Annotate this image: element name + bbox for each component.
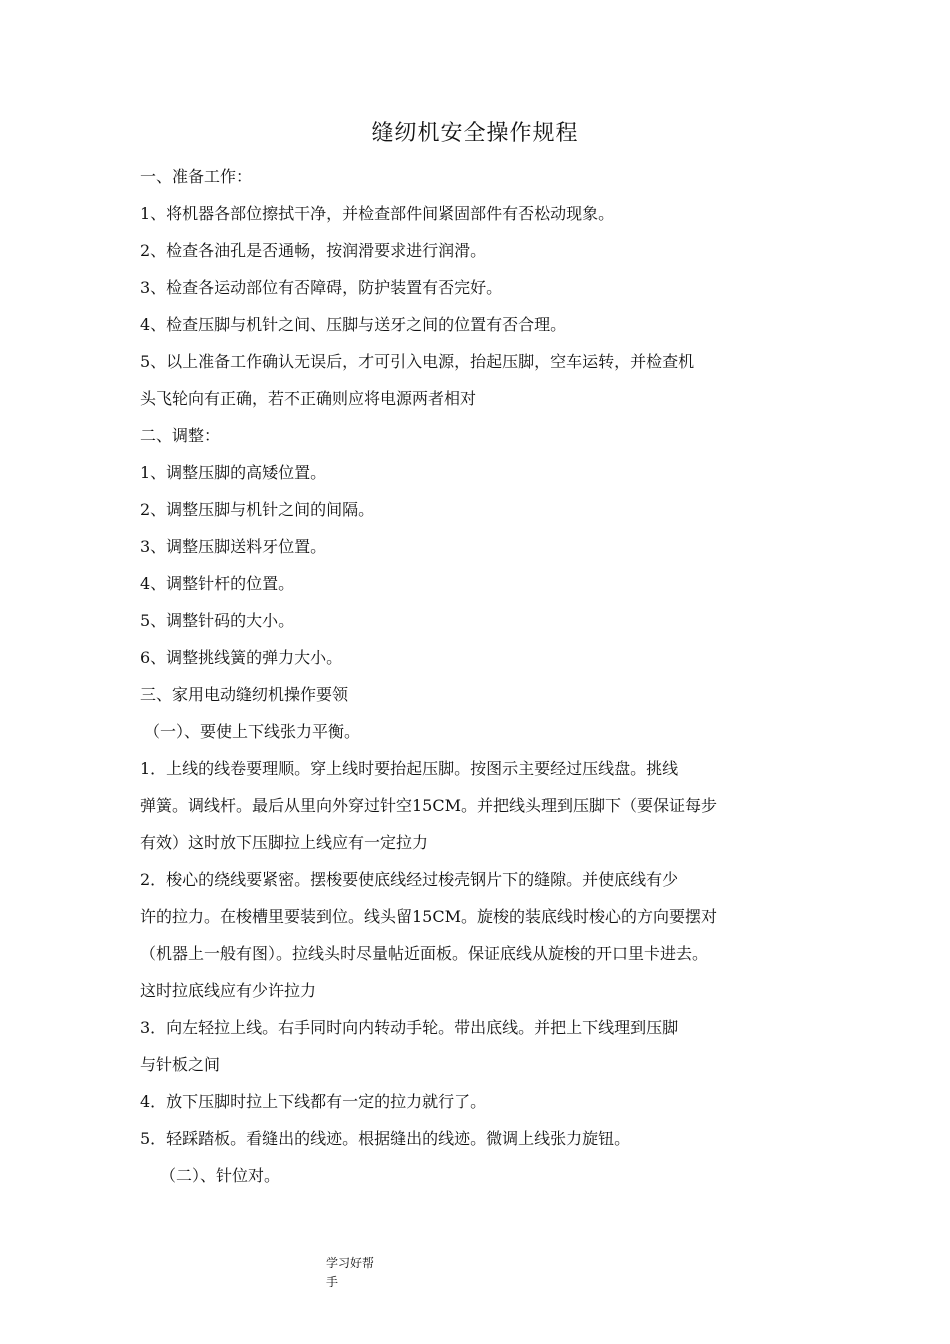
text-line: 1、调整压脚的高矮位置。 <box>140 463 327 482</box>
text-line: （机器上一般有图）。拉线头时尽量帖近面板。保证底线从旋梭的开口里卡进去。 <box>140 944 709 963</box>
text-line: 3．向左轻拉上线。右手同时向内转动手轮。带出底线。并把上下线理到压脚 <box>140 1018 679 1037</box>
page-footer <box>326 1254 386 1292</box>
text-line: 1、将机器各部位擦拭干净，并检查部件间紧固部件有否松动现象。 <box>140 204 615 223</box>
text-line: 弹簧。调线杆。最后从里向外穿过针空15CM。并把线头理到压脚下（要保证每步 <box>140 796 717 815</box>
page-title: 缝纫机安全操作规程 <box>371 121 579 146</box>
text-line: 2、检查各油孔是否通畅，按润滑要求进行润滑。 <box>140 241 487 260</box>
text-line: 头飞轮向有正确，若不正确则应将电源两者相对 <box>140 389 477 408</box>
text-line: 6、调整挑线簧的弹力大小。 <box>140 648 343 667</box>
text-line: 4、调整针杆的位置。 <box>140 574 295 593</box>
text-line: （一）、要使上下线张力平衡。 <box>144 722 361 741</box>
text-line: 5．轻踩踏板。看缝出的线迹。根据缝出的线迹。微调上线张力旋钮。 <box>140 1129 631 1148</box>
text-line: 这时拉底线应有少许拉力 <box>140 981 317 1000</box>
text-line: （二）、针位对。 <box>160 1166 281 1185</box>
text-line: 4．放下压脚时拉上下线都有一定的拉力就行了。 <box>140 1092 487 1111</box>
text-line: 与针板之间 <box>140 1055 221 1074</box>
text-line: 三、家用电动缝纫机操作要领 <box>140 685 349 704</box>
text-line: 有效）这时放下压脚拉上线应有一定拉力 <box>140 833 429 852</box>
text-line: 2．梭心的绕线要紧密。摆梭要使底线经过梭壳钢片下的缝隙。并使底线有少 <box>140 870 679 889</box>
text-line: 5、调整针码的大小。 <box>140 611 295 630</box>
text-line: 3、检查各运动部位有否障碍，防护装置有否完好。 <box>140 278 503 297</box>
text-line: 5、以上准备工作确认无误后，才可引入电源，抬起压脚，空车运转，并检查机 <box>140 352 695 371</box>
text-line: 4、检查压脚与机针之间、压脚与送牙之间的位置有否合理。 <box>140 315 567 334</box>
text-line: 1．上线的线卷要理顺。穿上线时要抬起压脚。按图示主要经过压线盘。挑线 <box>140 759 679 778</box>
text-line: 二、调整： <box>140 426 221 445</box>
text-line: 3、调整压脚送料牙位置。 <box>140 537 327 556</box>
text-line: 许的拉力。在梭槽里要装到位。线头留15CM。旋梭的装底线时梭心的方向要摆对 <box>140 907 717 926</box>
footer-line: 学习好帮 <box>326 1256 375 1270</box>
text-line: 2、调整压脚与机针之间的间隔。 <box>140 500 375 519</box>
text-line: 一、准备工作： <box>140 167 253 186</box>
footer-line: 手 <box>326 1275 339 1289</box>
document-body <box>140 158 830 1194</box>
